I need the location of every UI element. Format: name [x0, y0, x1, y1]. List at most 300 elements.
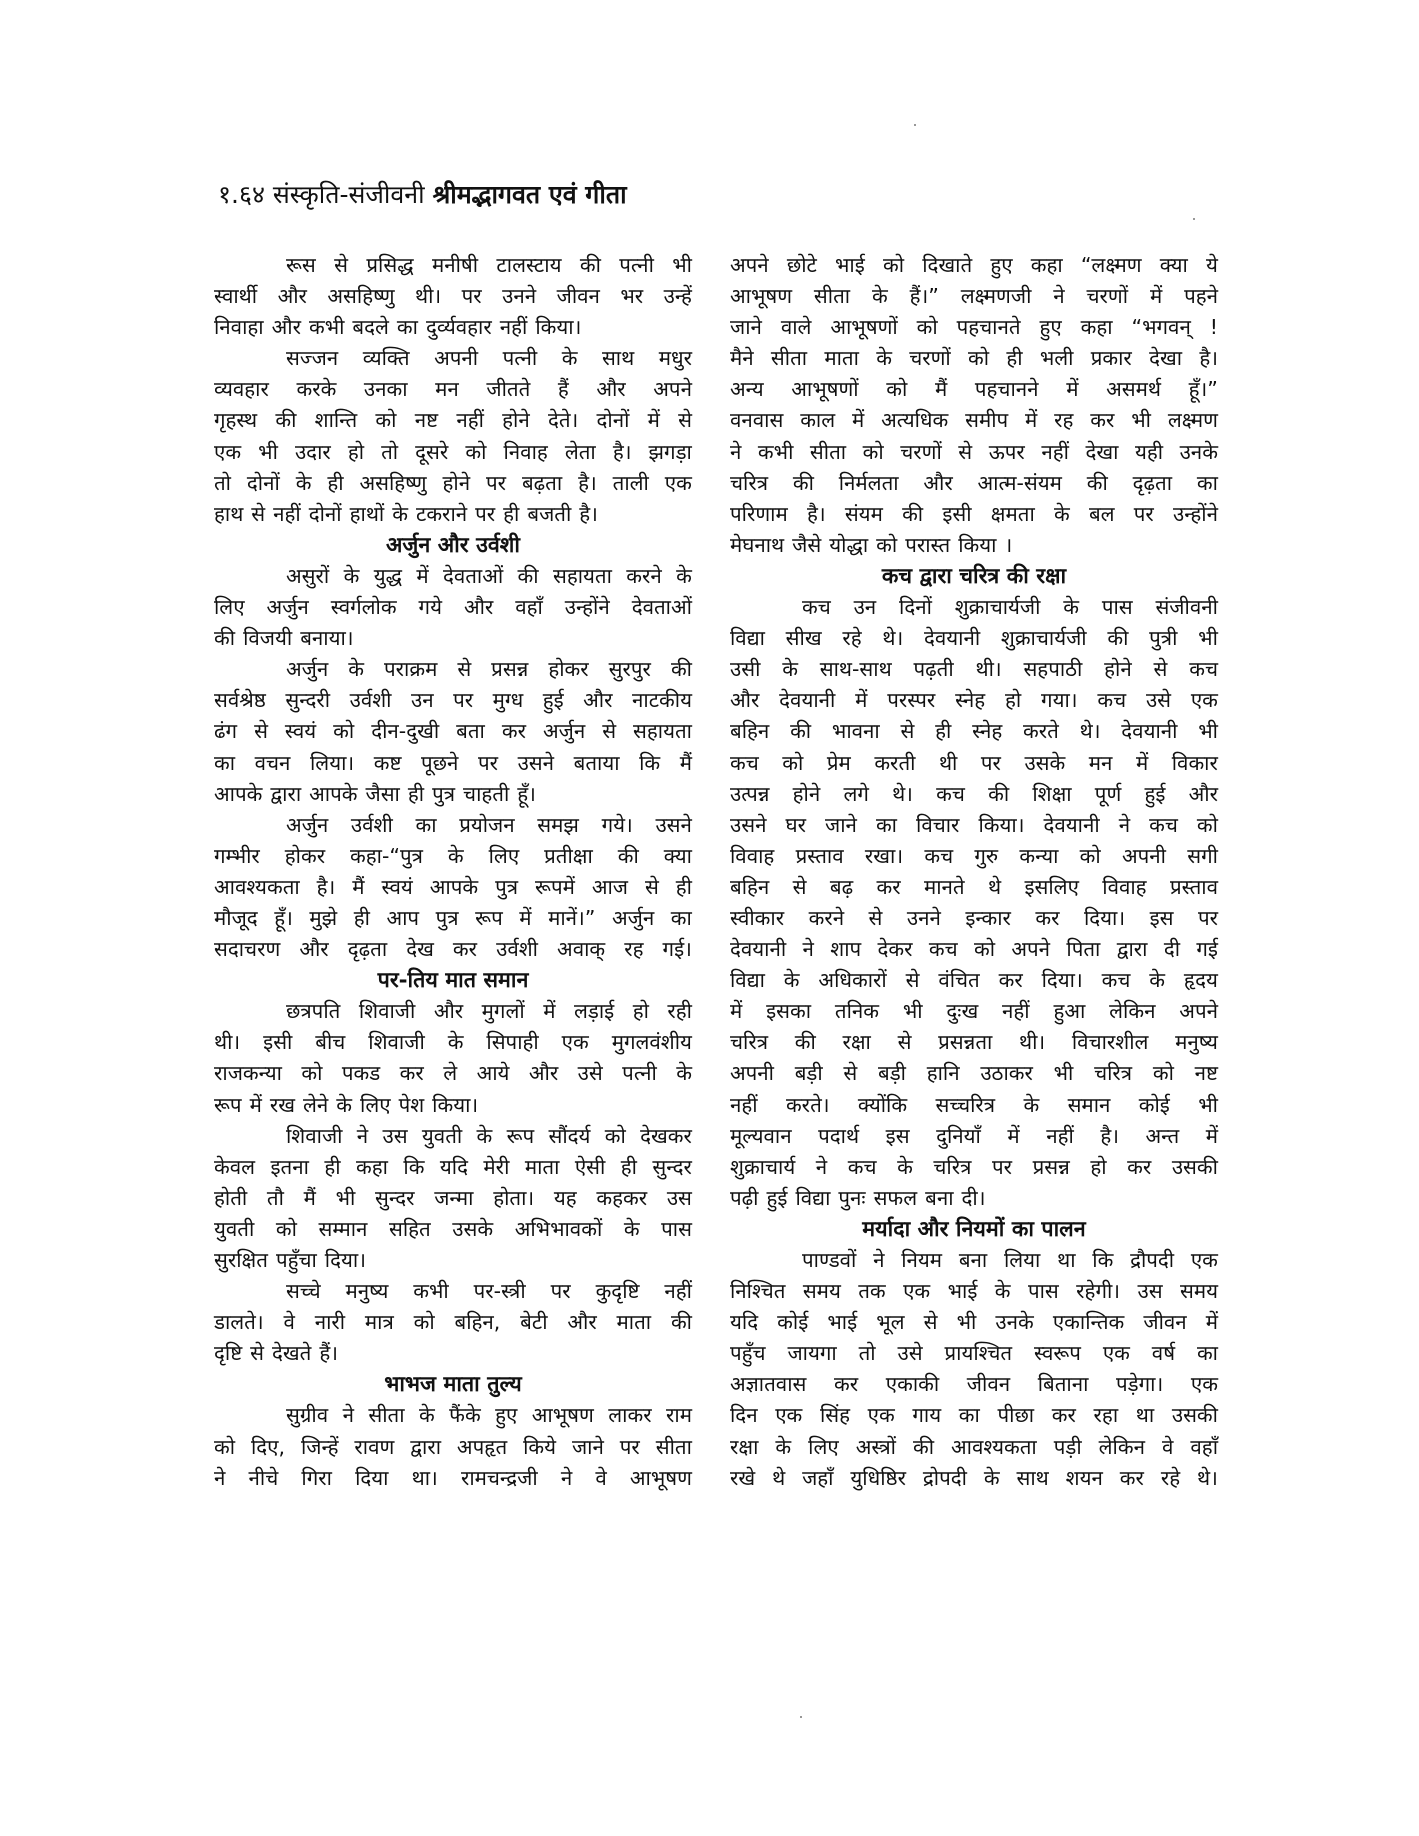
- word: कष्ट: [373, 750, 402, 775]
- word: रखे: [730, 1465, 756, 1490]
- word: के: [418, 1403, 435, 1428]
- word: मुझे: [309, 905, 338, 930]
- word: बढ़: [829, 874, 854, 899]
- word: पराक्रम: [383, 657, 438, 682]
- word: कच: [1149, 812, 1178, 837]
- word: के: [1063, 595, 1080, 620]
- word: चरित्र: [1094, 1061, 1133, 1086]
- word: सिपाही: [486, 1030, 539, 1055]
- text-line: [730, 1276, 1218, 1307]
- word: जहाँ: [802, 1465, 834, 1490]
- word: ही: [327, 470, 344, 495]
- word: से: [602, 719, 617, 744]
- word: उन्हें: [663, 284, 692, 309]
- word: पिता: [1066, 937, 1101, 962]
- word: पदार्थ: [818, 1123, 860, 1148]
- word: मन: [435, 377, 459, 402]
- word: की: [912, 1434, 935, 1459]
- word: लक्ष्मण: [1167, 408, 1218, 433]
- word: में: [1149, 284, 1163, 309]
- word: लेकिन: [1109, 999, 1156, 1024]
- word: ने: [1118, 812, 1131, 837]
- word: पर: [550, 1279, 571, 1304]
- word: तक: [858, 1279, 886, 1304]
- word: असमर्थ: [1106, 377, 1161, 402]
- word: के: [876, 346, 892, 371]
- word: पहचानते: [956, 315, 1021, 340]
- word: गया।: [1041, 688, 1078, 713]
- word: मनुष्य: [1175, 1030, 1218, 1055]
- word: असहिष्णु: [359, 470, 427, 495]
- word: लिया: [1003, 1248, 1041, 1272]
- word: उसे: [1145, 688, 1172, 713]
- word: से: [905, 968, 920, 993]
- word: उन: [410, 688, 434, 713]
- word: मैं: [934, 377, 948, 402]
- word: बताया: [573, 750, 620, 775]
- word: चरित्र: [730, 470, 769, 495]
- word: का: [670, 905, 692, 930]
- word: पर-स्त्री: [473, 1279, 526, 1304]
- word: द्वारा: [1116, 937, 1148, 962]
- word: सफल: [873, 1185, 918, 1210]
- word: जीवन: [1143, 1310, 1187, 1335]
- word: कर: [833, 1372, 859, 1397]
- word: वंचित: [938, 968, 980, 993]
- word: लिए: [488, 843, 520, 868]
- word: विचारशील: [1071, 1030, 1149, 1055]
- word: अस्त्रों: [855, 1434, 896, 1459]
- word: देवताओं: [631, 595, 692, 620]
- word: बड़ी: [878, 1061, 906, 1086]
- word: एक: [1190, 1372, 1218, 1397]
- word: योद्धा: [829, 532, 869, 557]
- word: कभी: [413, 1279, 449, 1304]
- text-line: [730, 716, 1218, 747]
- word: साथ: [1016, 1465, 1049, 1490]
- word: शिवाजी: [286, 1123, 343, 1148]
- word: रूपमें: [535, 874, 575, 899]
- word: रहे: [1160, 1465, 1181, 1490]
- word: वे: [1162, 1434, 1174, 1459]
- word: ही: [935, 719, 952, 744]
- word: उसकी: [1171, 1154, 1218, 1179]
- scan-speck: [800, 1716, 802, 1718]
- word: जीतते: [486, 377, 531, 402]
- text-line: [214, 841, 692, 872]
- word: झगड़ा: [648, 439, 692, 464]
- word: इसलिए: [1024, 874, 1079, 899]
- word: टकराने: [415, 501, 468, 526]
- word: को: [782, 750, 804, 775]
- word: रूस: [286, 253, 316, 277]
- word: को: [1196, 812, 1218, 837]
- text-line: [214, 312, 692, 343]
- word: करके: [296, 377, 337, 402]
- word: हूँ।: [517, 781, 536, 806]
- word: समझ: [537, 812, 579, 837]
- word: पर: [475, 501, 496, 526]
- scan-speck: [1193, 218, 1195, 220]
- word: देखकर: [640, 1123, 692, 1148]
- word: देखते: [272, 1341, 312, 1366]
- word: नहीं: [1041, 439, 1069, 464]
- word: पुत्र: [435, 905, 459, 930]
- word: चाहती: [463, 781, 510, 806]
- word: रख: [269, 1092, 295, 1117]
- word: इतना: [270, 1154, 309, 1179]
- word: मनुष्य: [345, 1279, 389, 1304]
- word: को: [1079, 843, 1101, 868]
- word: को: [862, 439, 884, 464]
- word: के: [336, 1092, 353, 1117]
- word: कर: [452, 937, 478, 962]
- word: में: [1135, 750, 1149, 775]
- word: को: [916, 315, 938, 340]
- word: का: [214, 750, 236, 775]
- word: बीच: [315, 1030, 346, 1055]
- text-line: [214, 1307, 692, 1338]
- word: थी: [938, 750, 958, 775]
- word: भी: [956, 1310, 977, 1335]
- text-line: [730, 468, 1218, 499]
- word: ने: [730, 439, 742, 464]
- word: देते।: [547, 408, 579, 433]
- word: है।: [316, 874, 336, 899]
- word: से: [958, 439, 973, 464]
- word: प्रसन्न: [1032, 1154, 1070, 1179]
- word: रामचन्द्रजी: [460, 1465, 538, 1490]
- word: कर: [1127, 1154, 1152, 1179]
- word: हृदय: [1183, 968, 1218, 993]
- text-line: [730, 281, 1218, 312]
- word: बहिन: [730, 874, 770, 899]
- word: विचार: [916, 812, 960, 837]
- word: भी: [258, 439, 278, 464]
- word: मेरी: [483, 1154, 510, 1179]
- word: उसके: [452, 1216, 494, 1241]
- word: के: [983, 1465, 1000, 1490]
- word: वाले: [780, 315, 812, 340]
- page-header: [218, 180, 627, 210]
- word: “लक्ष्मण: [1080, 253, 1142, 277]
- word: शुक्राचार्य: [730, 1154, 796, 1179]
- word: को: [301, 1061, 323, 1086]
- word: रहा: [1093, 1403, 1119, 1428]
- word: सौंदर्य: [548, 1123, 591, 1148]
- word: पहने: [1184, 284, 1218, 309]
- word: है।: [806, 501, 826, 526]
- word: सच्चे: [286, 1279, 321, 1304]
- word: और: [583, 688, 613, 713]
- word: करती: [874, 750, 916, 775]
- word: विद्या: [730, 968, 765, 993]
- word: जाने: [571, 1434, 604, 1459]
- word: होने: [792, 781, 821, 806]
- word: मैने: [730, 346, 754, 371]
- word: देकर: [877, 937, 913, 962]
- word: के: [676, 1061, 692, 1086]
- word: से: [250, 1341, 265, 1366]
- word: पर: [477, 750, 499, 775]
- word: हो: [632, 999, 649, 1024]
- word: कर: [1051, 1403, 1076, 1428]
- word: अभिभावकों: [514, 1216, 603, 1241]
- word: और: [730, 688, 760, 713]
- word: को: [968, 346, 990, 371]
- word: स्वीकार: [730, 905, 785, 930]
- word: हूँ।: [274, 905, 293, 930]
- word: !: [1209, 315, 1218, 340]
- word: बदले: [352, 315, 389, 340]
- word: मेघनाथ: [730, 532, 785, 557]
- word: उर्वशी: [496, 937, 538, 962]
- word: ही: [353, 905, 370, 930]
- text-line: [214, 437, 692, 468]
- word: छत्रपति: [286, 999, 341, 1024]
- word: में: [543, 999, 556, 1024]
- section-heading: भाभज माता तुल्य: [384, 1372, 522, 1398]
- text-line: [730, 810, 1218, 841]
- word: अपनी: [730, 1061, 774, 1086]
- word: की: [617, 843, 639, 868]
- word: पर: [619, 1434, 640, 1459]
- word: पुत्री: [1149, 626, 1178, 651]
- word: उनने: [502, 284, 537, 309]
- word: का: [875, 812, 897, 837]
- word: पास: [1027, 1279, 1059, 1304]
- word: उसके: [1024, 750, 1066, 775]
- word: लाकर: [608, 1403, 652, 1428]
- word: एक: [867, 1403, 895, 1428]
- word: रहे: [842, 626, 862, 651]
- word: दिया।: [1041, 968, 1083, 993]
- word: अधिकारों: [818, 968, 887, 993]
- word: जाने: [730, 315, 762, 340]
- word: के: [1053, 501, 1070, 526]
- word: पड़ेगा।: [1116, 1372, 1164, 1397]
- scan-speck: [914, 124, 916, 126]
- word: थी।: [415, 284, 442, 309]
- word: की: [579, 253, 601, 277]
- word: हूँ।”: [1188, 377, 1218, 402]
- word: करने: [626, 563, 662, 588]
- word: करते।: [785, 1092, 830, 1117]
- word: से: [644, 874, 659, 899]
- word: दिया।: [324, 1248, 366, 1272]
- word: होने: [502, 408, 530, 433]
- word: नष्ट: [414, 408, 439, 433]
- word: कर: [998, 968, 1023, 993]
- word: पर: [991, 1154, 1012, 1179]
- word: किया।: [535, 315, 582, 340]
- word: नीचे: [248, 1465, 279, 1490]
- word: पर: [980, 750, 1001, 775]
- text-line: [214, 343, 692, 374]
- word: नहीं: [1046, 1123, 1074, 1148]
- word: इसी: [263, 1030, 293, 1055]
- word: कि: [1092, 1248, 1114, 1272]
- word: को: [413, 1310, 435, 1335]
- word: चरित्र: [933, 1154, 972, 1179]
- word: एक: [1190, 1248, 1218, 1272]
- word: अन्त: [1145, 1123, 1180, 1148]
- word: हाथ: [214, 501, 244, 526]
- word: की: [670, 657, 692, 682]
- word: ढंग: [214, 719, 238, 744]
- text-line: [214, 872, 692, 903]
- word: अपनी: [1121, 843, 1166, 868]
- word: एक: [214, 439, 242, 464]
- word: विवाह: [730, 843, 775, 868]
- word: अर्जुन: [611, 905, 655, 930]
- word: बढ़ता: [521, 470, 563, 495]
- word: को: [876, 532, 898, 557]
- word: समय: [1179, 1279, 1218, 1304]
- word: मैं: [352, 874, 365, 899]
- word: देवयानी: [1121, 719, 1178, 744]
- word: सीता: [813, 284, 851, 309]
- word: कच: [1101, 968, 1131, 993]
- word: उसने: [655, 812, 692, 837]
- text-line: [214, 996, 692, 1027]
- text-line: [214, 1432, 692, 1463]
- word: लिए: [360, 1092, 391, 1117]
- word: शुक्राचार्यजी: [1000, 626, 1087, 651]
- word: व्यवहार: [214, 377, 269, 402]
- word: इसका: [766, 999, 812, 1024]
- word: कहा-“पुत्र: [350, 843, 423, 868]
- word: आभूषण: [629, 1465, 692, 1490]
- word: द्वारा: [270, 781, 302, 806]
- word: सहायता: [633, 719, 692, 744]
- word: देवयानी: [923, 626, 981, 651]
- word: घर: [785, 812, 806, 837]
- word: में: [1205, 1123, 1218, 1148]
- word: मानते: [923, 874, 965, 899]
- word: देवताओं: [442, 563, 504, 588]
- word: कर: [1035, 905, 1060, 930]
- word: में: [249, 1092, 262, 1117]
- word: देवयानी: [1043, 812, 1100, 837]
- word: हैं।”: [909, 284, 939, 309]
- word: जीवन: [966, 1372, 1011, 1397]
- word: अपने: [730, 253, 769, 277]
- word: के: [561, 346, 578, 371]
- right-column: [730, 250, 1218, 1494]
- word: दिखाते: [922, 253, 973, 277]
- word: अर्जुन: [542, 719, 586, 744]
- word: से: [678, 408, 692, 433]
- word: आपके: [214, 781, 263, 806]
- word: की: [1086, 470, 1108, 495]
- word: संजीवनी: [1155, 595, 1218, 620]
- section-heading: अर्जुन और उर्वशी: [386, 532, 520, 558]
- word: मात्र: [364, 1310, 394, 1335]
- text-line: [730, 1245, 1218, 1276]
- word: सज्जन: [286, 346, 339, 371]
- word: का: [958, 1403, 980, 1428]
- word: नहीं: [730, 1092, 758, 1117]
- word: शयन: [1065, 1465, 1103, 1490]
- word: पुत्र: [495, 874, 519, 899]
- word: किये: [523, 1434, 557, 1459]
- word: को: [465, 439, 487, 464]
- text-line: [214, 499, 692, 530]
- word: कच: [1189, 657, 1218, 682]
- word: बना: [958, 1248, 988, 1272]
- text-line: [730, 965, 1218, 996]
- word: की: [792, 470, 814, 495]
- word: मूल्यवान: [730, 1123, 792, 1148]
- word: अपनी: [434, 346, 479, 371]
- word: आवश्यकता: [214, 874, 300, 899]
- word: व्यक्ति: [362, 346, 410, 371]
- text-line: [730, 1183, 1218, 1214]
- word: सहपाठी: [1023, 657, 1083, 682]
- word: उनके: [1179, 439, 1218, 464]
- word: भी: [335, 1185, 356, 1210]
- word: युद्ध: [373, 563, 402, 588]
- text-line: [730, 592, 1218, 623]
- word: भी: [1198, 626, 1218, 651]
- word: क्या: [1159, 253, 1188, 277]
- word: पर: [1133, 501, 1154, 526]
- word: गये: [418, 595, 442, 620]
- word: तो: [858, 1341, 876, 1366]
- word: लेता: [564, 439, 596, 464]
- word: गई।: [662, 937, 692, 962]
- word: के: [676, 563, 692, 588]
- word: द्रोपदी: [922, 1465, 967, 1490]
- word: दिए,: [250, 1434, 286, 1459]
- word: पत्नी: [502, 346, 538, 371]
- word: पेश: [398, 1092, 425, 1117]
- word: विवाह: [1102, 874, 1147, 899]
- word: मौजूद: [214, 905, 258, 930]
- word: देवयानी: [730, 937, 787, 962]
- word: के: [447, 1030, 464, 1055]
- word: उस: [666, 1185, 692, 1210]
- word: से: [923, 1310, 938, 1335]
- word: जैसे: [792, 532, 822, 557]
- text-line: [214, 1058, 692, 1089]
- word: ताली: [612, 470, 649, 495]
- word: यदि: [730, 1310, 759, 1335]
- word: लेकिन: [1098, 1434, 1145, 1459]
- word: शिक्षा: [1032, 781, 1072, 806]
- word: रावण: [354, 1434, 395, 1459]
- word: दुर्व्यवहार: [425, 315, 492, 340]
- text-line: [214, 685, 692, 716]
- word: शुक्राचार्यजी: [954, 595, 1041, 620]
- text-line: [730, 405, 1218, 436]
- word: निश्चित: [730, 1279, 786, 1304]
- word: कभी: [757, 439, 794, 464]
- text-line: [730, 779, 1218, 810]
- word: अपने: [1011, 937, 1051, 962]
- word: और: [1188, 781, 1218, 806]
- word: परिणाम: [730, 501, 788, 526]
- text-line: [214, 1400, 692, 1431]
- page-number: १.६४: [218, 180, 265, 209]
- word: भूल: [876, 1310, 905, 1335]
- word: और: [463, 595, 494, 620]
- word: को: [1152, 1061, 1174, 1086]
- text-line: [214, 1245, 692, 1276]
- word: है।: [1199, 346, 1218, 371]
- word: कन्या: [1019, 843, 1059, 868]
